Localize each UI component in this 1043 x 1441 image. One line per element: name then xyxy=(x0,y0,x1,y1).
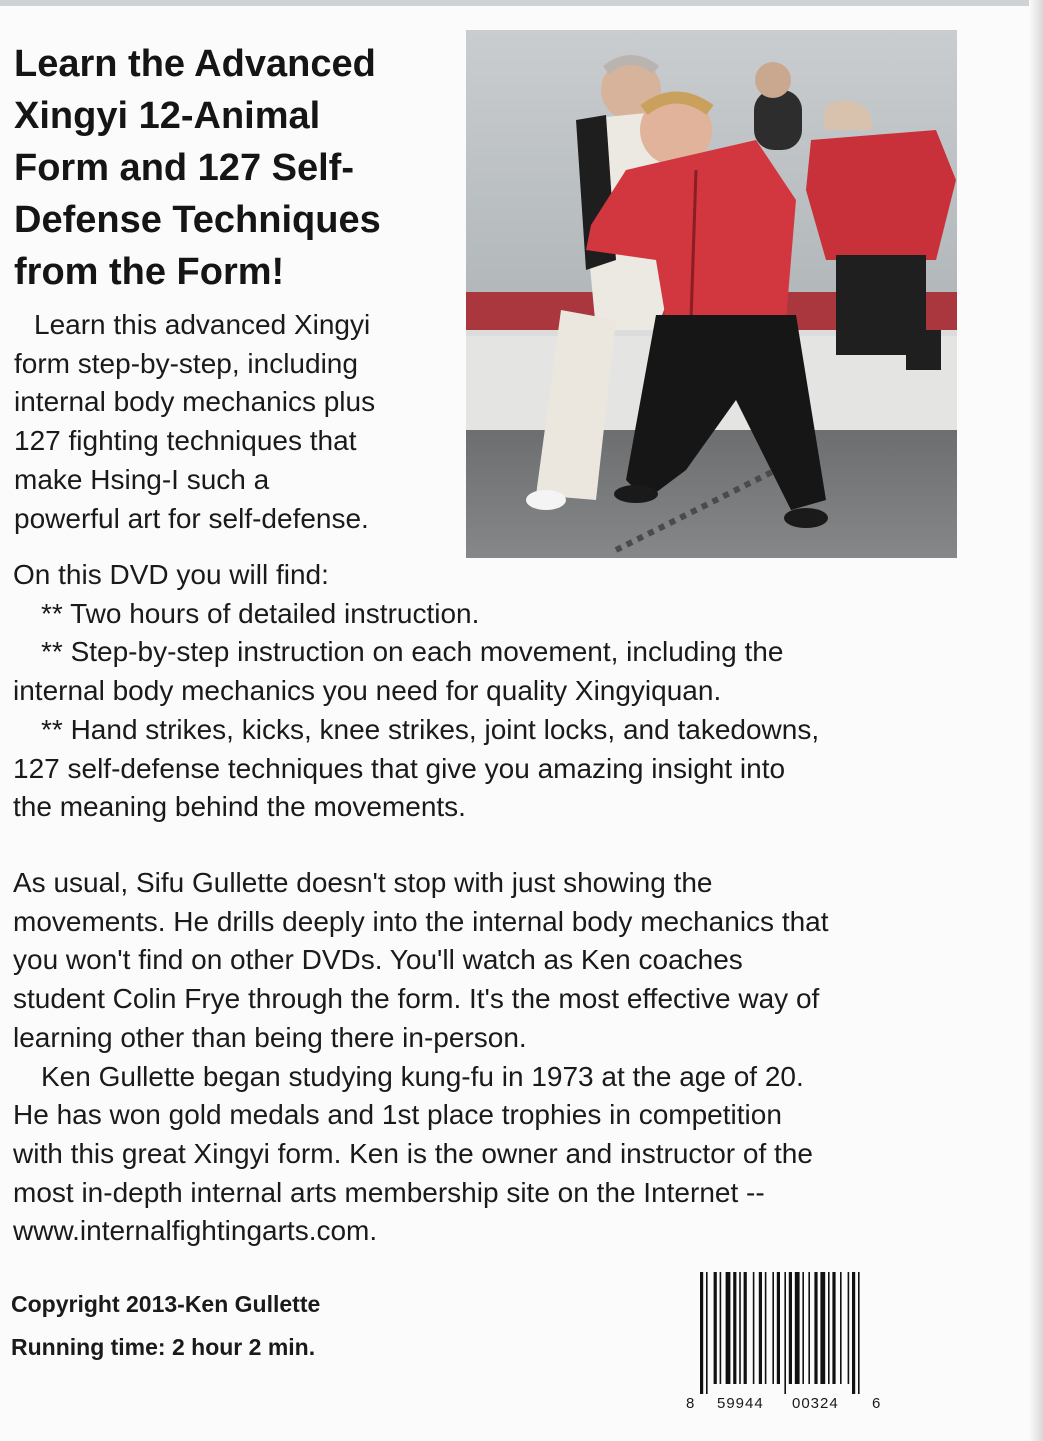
barcode-bar xyxy=(777,1272,780,1384)
barcode-bar xyxy=(848,1272,850,1384)
barcode-bar xyxy=(832,1272,835,1384)
feature-item-continued: 127 self-defense techniques that give you amazing insight into xyxy=(13,752,786,784)
intro-line: powerful art for self-defense. xyxy=(14,502,369,534)
barcode-bar xyxy=(739,1272,741,1384)
barcode-bar xyxy=(720,1272,722,1384)
body-line: As usual, Sifu Gullette doesn't stop with just showing the xyxy=(13,867,713,898)
headline-line: Form and 127 Self- xyxy=(14,147,354,189)
barcode-lead-digit: 8 xyxy=(686,1395,695,1412)
headline-line: Xingyi 12-Animal xyxy=(14,95,321,137)
headline xyxy=(14,38,464,298)
feature-item-continued: internal body mechanics you need for quality Xingyiquan. xyxy=(13,675,722,707)
barcode-bar xyxy=(814,1272,817,1384)
barcode-right-digits: 00324 xyxy=(792,1395,839,1412)
copyright-text: Copyright 2013-Ken Gullette xyxy=(11,1291,321,1317)
features-section xyxy=(13,556,1023,827)
body-line: Ken Gullette began studying kung-fu in 1973 at the age of 20. xyxy=(41,1060,804,1092)
barcode-bar xyxy=(802,1272,804,1384)
running-time-text: Running time: 2 hour 2 min. xyxy=(11,1334,316,1360)
feature-item-continued: the meaning behind the movements. xyxy=(13,791,466,823)
barcode-left-digits: 59944 xyxy=(717,1395,764,1412)
barcode-bar xyxy=(828,1272,830,1384)
body-line: movements. He drills deeply into the internal body mechanics that xyxy=(13,905,829,937)
barcode-bar xyxy=(840,1272,842,1384)
barcode-bar xyxy=(706,1272,708,1394)
intro-line: form step-by-step, including xyxy=(14,347,358,379)
body-line: you won't find on other DVDs. You'll watch as Ken coaches xyxy=(13,944,743,976)
intro-line: make Hsing-I such a xyxy=(14,463,270,495)
barcode-bars xyxy=(684,1270,884,1415)
intro-line: Learn this advanced Xingyi xyxy=(34,309,371,340)
features-heading: On this DVD you will find: xyxy=(13,559,329,590)
barcode-bar xyxy=(795,1272,800,1384)
barcode-bar xyxy=(733,1272,736,1384)
website-url: www.internalfightingarts.com. xyxy=(13,1215,378,1247)
barcode-bar xyxy=(772,1272,774,1384)
feature-item: ** Step-by-step instruction on each movement, including the xyxy=(41,636,784,668)
upc-barcode xyxy=(684,1270,884,1415)
barcode-check-digit: 6 xyxy=(872,1395,881,1412)
barcode-bar xyxy=(744,1272,747,1384)
body-line: with this great Xingyi form. Ken is the owner and instructor of the xyxy=(13,1137,813,1169)
body-line: student Colin Frye through the form. It's the most effective way of xyxy=(13,983,820,1015)
barcode-bar xyxy=(714,1272,717,1384)
barcode-bar xyxy=(765,1272,767,1384)
headline-line: Learn the Advanced xyxy=(14,43,376,85)
body-line: He has won gold medals and 1st place trophies in competition xyxy=(13,1099,782,1131)
barcode-bar xyxy=(700,1272,703,1394)
barcode-bar xyxy=(759,1272,762,1384)
barcode-bar xyxy=(726,1272,731,1384)
photo-illustration xyxy=(466,30,957,558)
feature-item: ** Two hours of detailed instruction. xyxy=(41,597,480,629)
barcode-bar xyxy=(784,1272,786,1394)
barcode-bar xyxy=(820,1272,825,1384)
barcode-bar xyxy=(858,1272,860,1394)
barcode-bar xyxy=(852,1272,855,1394)
scan-edge-right xyxy=(1029,0,1043,1441)
cover-photo xyxy=(466,30,957,558)
intro-line: 127 fighting techniques that xyxy=(14,425,357,457)
barcode-bar xyxy=(753,1272,755,1384)
headline-line: Defense Techniques xyxy=(14,199,381,241)
barcode-bar xyxy=(789,1272,792,1384)
feature-item: ** Hand strikes, kicks, knee strikes, joint locks, and takedowns, xyxy=(41,713,820,745)
barcode-bar xyxy=(808,1272,810,1384)
intro-paragraph xyxy=(14,306,460,538)
intro-line: internal body mechanics plus xyxy=(14,386,376,418)
headline-line: from the Form! xyxy=(14,251,285,293)
body-line: most in-depth internal arts membership site on the Internet -- xyxy=(13,1176,765,1208)
scan-edge-top xyxy=(0,0,1043,6)
body-line: learning other than being there in-person. xyxy=(13,1021,527,1053)
description-section xyxy=(13,864,1023,1251)
